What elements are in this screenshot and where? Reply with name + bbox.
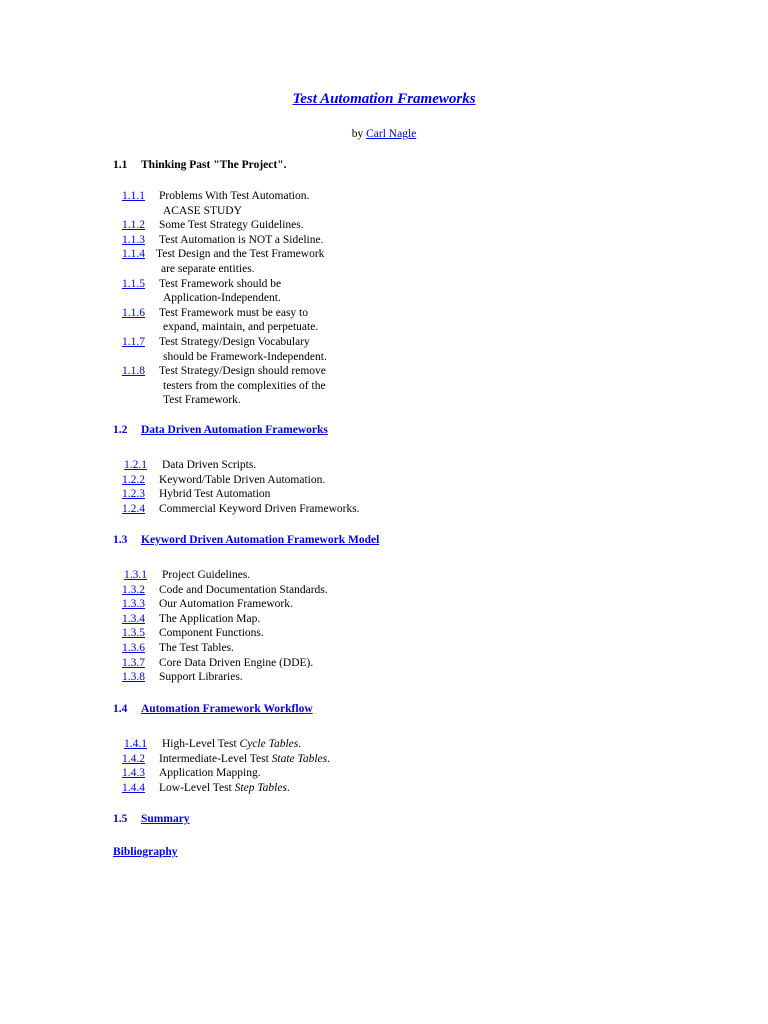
toc-link[interactable]: 1.1.8: [122, 365, 145, 378]
toc-link[interactable]: 1.1.7: [122, 335, 145, 348]
author-link[interactable]: Carl Nagle: [366, 128, 417, 140]
section-number: 1.1: [113, 159, 128, 171]
toc-text-plain: .: [298, 738, 302, 750]
toc-item-text: Application-Independent.: [163, 292, 281, 305]
section-number: 1.2: [113, 424, 128, 436]
toc-link[interactable]: 1.3.1: [124, 569, 147, 581]
toc-link[interactable]: 1.2.4: [122, 502, 145, 515]
toc-link[interactable]: 1.1.5: [122, 277, 145, 290]
toc-item-text: Support Libraries.: [159, 671, 243, 684]
toc-link[interactable]: 1.3.5: [122, 627, 145, 640]
section-link[interactable]: [113, 534, 379, 546]
toc-item-text: Component Functions.: [159, 627, 264, 640]
toc-text-plain: .: [286, 781, 290, 794]
toc-link[interactable]: 1.3.3: [122, 598, 145, 611]
toc-link[interactable]: 1.3.2: [122, 583, 145, 596]
toc-text-plain: High-Level Test: [162, 738, 240, 750]
toc-link[interactable]: 1.3.7: [122, 656, 145, 669]
section-title: Keyword Driven Automation Framework Model: [141, 534, 380, 546]
toc-item-text: Test Design and the Test Framework: [156, 248, 325, 261]
toc-link[interactable]: 1.3.8: [122, 671, 145, 684]
toc-text-plain: Application Mapping.: [159, 767, 261, 780]
section-title: Data Driven Automation Frameworks: [141, 424, 328, 436]
document-title-link[interactable]: Test Automation Frameworks: [292, 91, 476, 107]
toc-link[interactable]: 1.3.4: [122, 612, 145, 625]
section-heading-bibliography: [113, 846, 178, 858]
toc-item-text: Project Guidelines.: [162, 569, 251, 581]
toc-item-text: The Test Tables.: [159, 641, 234, 654]
toc-link[interactable]: 1.2.2: [122, 473, 145, 486]
toc-item-text: Commercial Keyword Driven Frameworks.: [159, 502, 360, 515]
section-heading-1-3: [113, 534, 379, 546]
byline: [0, 128, 768, 140]
toc-item-text: Hybrid Test Automation: [159, 488, 271, 501]
toc-item-text: [162, 737, 301, 752]
section-link[interactable]: [113, 424, 328, 436]
toc-link[interactable]: 1.3.6: [122, 641, 145, 654]
bibliography-link[interactable]: Bibliography: [113, 846, 178, 858]
toc-text-plain: .: [327, 752, 331, 765]
toc-item-text: testers from the complexities of the: [163, 379, 326, 392]
toc-item-text: Test Framework.: [163, 394, 241, 407]
toc-text-emphasis: State Tables: [271, 752, 328, 765]
section-heading-1-2: [113, 424, 328, 436]
toc-item-text: Test Strategy/Design should remove: [159, 365, 326, 378]
toc-link[interactable]: 1.1.4: [122, 248, 145, 261]
toc-item-text: [159, 752, 330, 767]
toc-item-text: Problems With Test Automation.: [159, 190, 310, 202]
section-title: Automation Framework Workflow: [141, 703, 313, 715]
toc-link[interactable]: 1.4.1: [124, 738, 147, 750]
toc-text-plain: Low-Level Test: [159, 781, 235, 794]
toc-item-text: The Application Map.: [159, 612, 261, 625]
toc-item-text: Our Automation Framework.: [159, 598, 293, 611]
toc-item-text: Some Test Strategy Guidelines.: [159, 219, 304, 232]
toc-link[interactable]: 1.2.3: [122, 488, 145, 501]
section-number: 1.5: [113, 813, 128, 825]
section-title: Thinking Past "The Project".: [141, 159, 287, 171]
section-link[interactable]: [113, 813, 190, 825]
toc-item-text: expand, maintain, and perpetuate.: [163, 321, 319, 334]
toc-link[interactable]: 1.1.1: [122, 190, 145, 202]
toc-item-text: Test Automation is NOT a Sideline.: [159, 233, 324, 246]
section-heading-1-1: [113, 159, 286, 171]
section-heading-1-4: [113, 703, 313, 715]
toc-item-text: [159, 781, 290, 796]
toc-link[interactable]: 1.1.3: [122, 233, 145, 246]
toc-text-emphasis: Step Tables: [234, 781, 287, 794]
toc-item-text: should be Framework-Independent.: [163, 350, 327, 363]
toc-link[interactable]: 1.4.3: [122, 767, 145, 780]
toc-item-text: ACASE STUDY: [163, 204, 242, 217]
section-number: 1.3: [113, 534, 128, 546]
toc-item-text: [159, 766, 261, 781]
toc-link[interactable]: 1.2.1: [124, 459, 147, 471]
toc-item-text: Test Framework must be easy to: [159, 306, 308, 319]
section-link[interactable]: [113, 703, 313, 715]
toc-item-text: Code and Documentation Standards.: [159, 583, 328, 596]
toc-item-text: Test Strategy/Design Vocabulary: [159, 335, 310, 348]
section-heading-1-5: [113, 813, 190, 825]
byline-prefix: by: [351, 128, 367, 140]
toc-link[interactable]: 1.1.2: [122, 219, 145, 232]
toc-item-text: Data Driven Scripts.: [162, 459, 257, 471]
toc-text-emphasis: Cycle Tables: [239, 738, 299, 750]
toc-link[interactable]: 1.4.2: [122, 752, 145, 765]
toc-item-text: Core Data Driven Engine (DDE).: [159, 656, 314, 669]
toc-item-text: Keyword/Table Driven Automation.: [159, 473, 326, 486]
toc-text-plain: Intermediate-Level Test: [159, 752, 272, 765]
section-number: 1.4: [113, 703, 128, 715]
toc-link[interactable]: 1.4.4: [122, 781, 145, 794]
section-title: Summary: [141, 813, 190, 825]
toc-item-text: are separate entities.: [161, 262, 255, 275]
toc-link[interactable]: 1.1.6: [122, 306, 145, 319]
toc-item-text: Test Framework should be: [159, 277, 282, 290]
